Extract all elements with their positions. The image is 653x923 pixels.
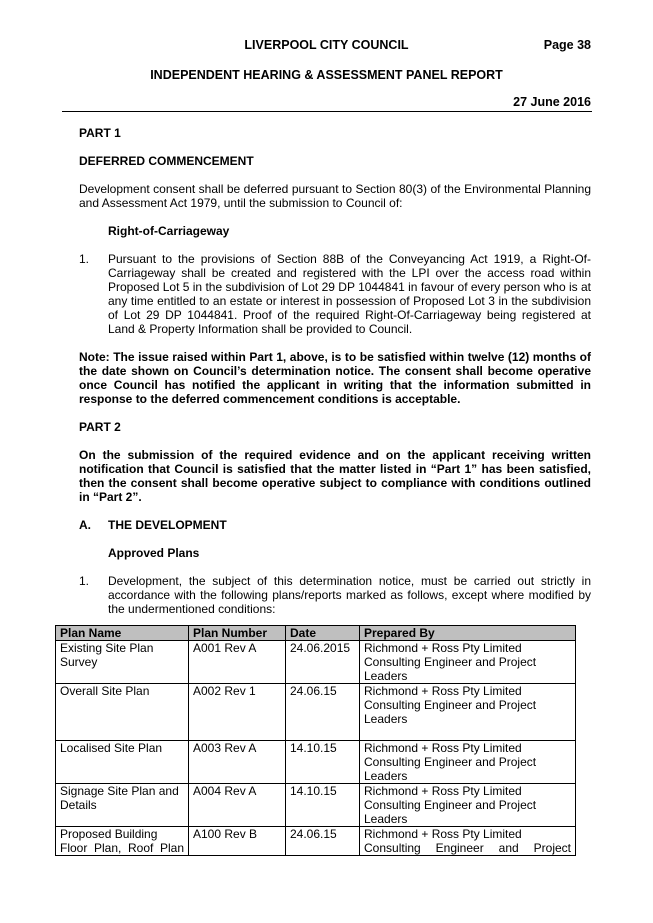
cell-date: 24.06.15 xyxy=(286,827,360,856)
cell-plan-number: A001 Rev A xyxy=(189,641,286,684)
col-plan-name: Plan Name xyxy=(56,626,189,641)
cell-plan-name: Overall Site Plan xyxy=(56,684,189,741)
header-rule xyxy=(62,111,592,112)
table-header-row xyxy=(56,626,576,641)
cell-plan-name: Localised Site Plan xyxy=(56,741,189,784)
part1-title: PART 1 xyxy=(79,126,121,140)
cell-plan-number: A004 Rev A xyxy=(189,784,286,827)
cell-plan-name: Signage Site Plan and Details xyxy=(56,784,189,827)
part2-text: On the submission of the required evidence and on the applicant receiving written notification that Council is satisfied that the matter listed in “Part 1” has been satisfied, then the consent shall become operative subject to compliance with conditions outlined in “Part 2”. xyxy=(79,448,591,504)
header-council: LIVERPOOL CITY COUNCIL xyxy=(244,38,409,52)
header-page-number: Page 38 xyxy=(543,38,591,52)
cell-plan-number: A003 Rev A xyxy=(189,741,286,784)
section-heading xyxy=(79,518,591,532)
part1-heading: DEFERRED COMMENCEMENT xyxy=(79,154,254,168)
col-prepared-by: Prepared By xyxy=(360,626,576,641)
table-row xyxy=(56,827,576,856)
col-plan-number: Plan Number xyxy=(189,626,286,641)
part1-note: Note: The issue raised within Part 1, above, is to be satisfied within twelve (12) months of the date shown on Council’s determination notice. The consent shall become operative once Council has notified the applicant in writing that the information submitted in response to the deferred commencement conditions is acceptable. xyxy=(79,350,591,406)
table-row xyxy=(56,741,576,784)
part2-title: PART 2 xyxy=(79,420,121,434)
cell-prepared-by: Richmond + Ross Pty Limited Consulting Engineer and Project Leaders xyxy=(360,684,576,741)
section-title: THE DEVELOPMENT xyxy=(108,518,227,532)
item-number: 1. xyxy=(79,574,90,588)
part1-subheading: Right-of-Carriageway xyxy=(108,224,230,238)
table-row xyxy=(56,784,576,827)
document-body xyxy=(79,126,591,616)
cell-date: 24.06.2015 xyxy=(286,641,360,684)
cell-prepared-by: Richmond + Ross Pty Limited Consulting Engineer and Project Leaders xyxy=(360,741,576,784)
cell-plan-name: Proposed Building Floor Plan, Roof Plan xyxy=(56,827,189,856)
cell-plan-number: A002 Rev 1 xyxy=(189,684,286,741)
approved-plans-table xyxy=(55,625,576,856)
part1-item xyxy=(79,252,591,336)
item-text: Development, the subject of this determination notice, must be carried out strictly in accordance with the following plans/reports marked as follows, except where modified by the undermentioned conditions: xyxy=(108,574,591,616)
cell-prepared-by: Richmond + Ross Pty Limited Consulting Engineer and Project Leaders xyxy=(360,641,576,684)
part2-subheading: Approved Plans xyxy=(108,546,200,560)
cell-date: 14.10.15 xyxy=(286,784,360,827)
cell-prepared-by: Richmond + Ross Pty Limited Consulting Engineer and Project Leaders xyxy=(360,784,576,827)
col-date: Date xyxy=(286,626,360,641)
table-row xyxy=(56,684,576,741)
cell-plan-name: Existing Site Plan Survey xyxy=(56,641,189,684)
header-report-title: INDEPENDENT HEARING & ASSESSMENT PANEL REPORT xyxy=(150,68,503,82)
cell-date: 14.10.15 xyxy=(286,741,360,784)
cell-date: 24.06.15 xyxy=(286,684,360,741)
cell-prepared-by: Richmond + Ross Pty Limited Consulting Engineer and Project xyxy=(360,827,576,856)
item-number: 1. xyxy=(79,252,90,266)
section-letter: A. xyxy=(79,518,91,532)
cell-plan-number: A100 Rev B xyxy=(189,827,286,856)
header-date: 27 June 2016 xyxy=(513,95,591,109)
item-text: Pursuant to the provisions of Section 88B of the Conveyancing Act 1919, a Right-Of-Carriageway shall be created and registered with the LPI over the access road within Proposed Lot 5 in the subdivision of Lot 29 DP 1044841 in favour of every person who is at any time entitled to an estate or interest in possession of Proposed Lot 3 in the subdivision of Lot 29 DP 1044841. Proof of the required Right-Of-Carriageway being registered at Land & Property Information shall be provided to Council. xyxy=(108,252,591,336)
part2-item xyxy=(79,574,591,616)
table-row xyxy=(56,641,576,684)
part1-intro: Development consent shall be deferred pursuant to Section 80(3) of the Environmental Planning and Assessment Act 1979, until the submission to Council of: xyxy=(79,182,591,210)
